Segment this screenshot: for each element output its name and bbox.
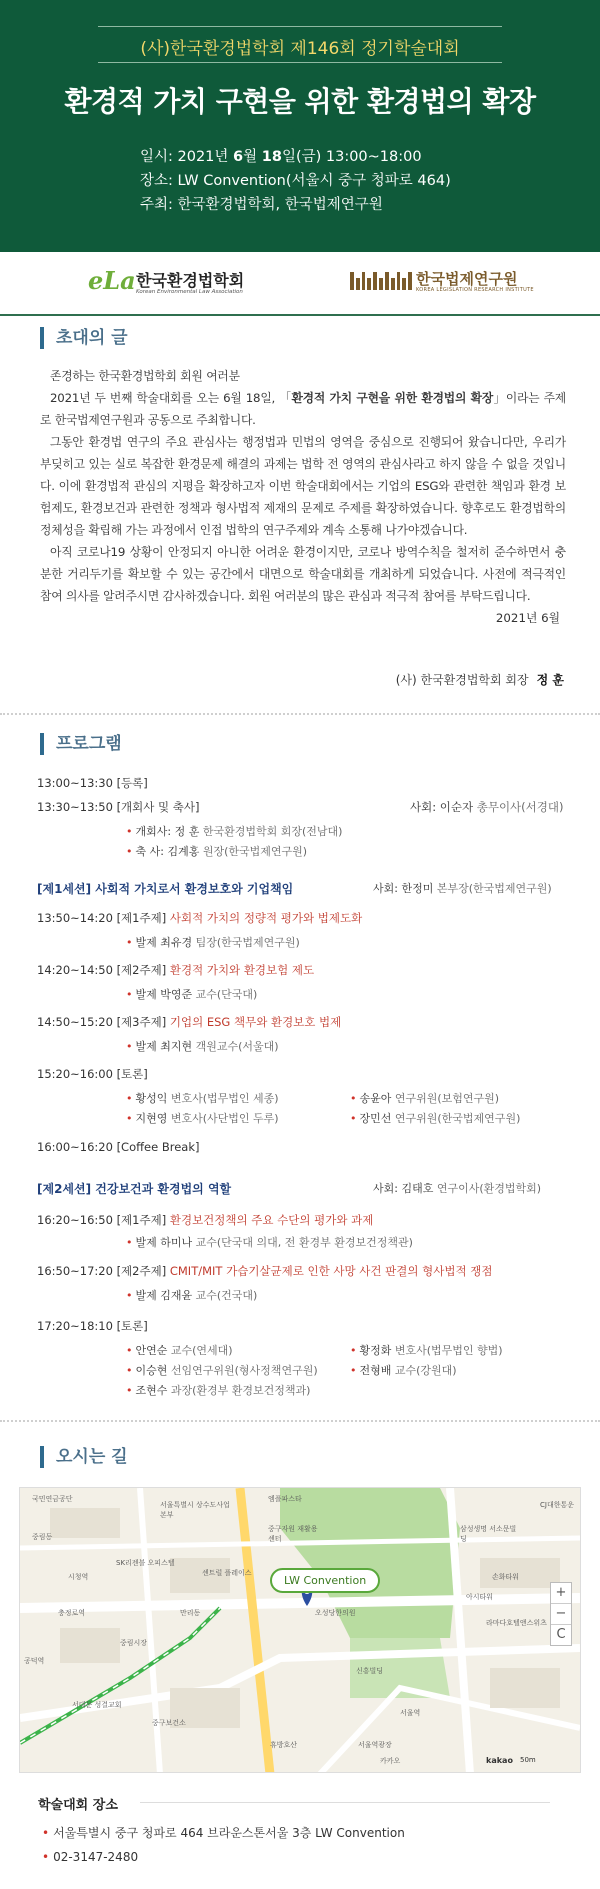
invitation-paragraph-2: 그동안 환경법 연구의 주요 관심사는 행정법과 민법의 영역을 중심으로 진행되어 왔습니다만, 우리가 부딪히고 있는 실로 복잡한 환경문제 해결의 과제는 법학 전 영역의 관심사라고 하지 않을 수 없을 것입니다. 이에 환경법적 관심의 지평을 확장하고자 이번 학술대회에서는 기업의 ESG와 관련한 책임과 환경 보험제도, 환경보건과 관련한 정책과 형사법적 제재의 문제로 주제를 확장하였습니다. 향후로도 환경법학의 정체성을 확립해 가는 과정에서 인접 법학의 연구주제와 계속 소통해 나가야겠습니다. <box>40 435 566 537</box>
venue-pin-label[interactable]: LW Convention <box>270 1568 380 1593</box>
session-1-topic-1: 13:50~14:20 [제1주제] 사회적 가치의 정량적 평가와 법제도화 <box>37 911 363 925</box>
logo-bar <box>0 252 600 314</box>
map-label: 휴방호산 <box>270 1741 298 1749</box>
logo-divider <box>0 314 600 316</box>
kela-logo-mark: eLa <box>88 266 136 295</box>
directions-heading: 오시는 길 <box>40 1446 128 1468</box>
map-label: 공덕역 <box>24 1657 45 1665</box>
venue-phone: • 02-3147-2480 <box>42 1850 139 1864</box>
map-label: 아시타워 <box>466 1593 494 1601</box>
session-1-topic-2: 14:20~14:50 [제2주제] 환경적 가치와 환경보험 제도 <box>37 963 315 977</box>
invitation-signature: (사) 한국환경법학회 회장 정 훈 <box>395 673 564 687</box>
header-mid-rule <box>98 62 502 63</box>
invitation-heading: 초대의 글 <box>40 327 128 349</box>
map-label: 손화타워 <box>492 1573 520 1581</box>
topic-5-presenter: • 발제 김재윤 교수(건국대) <box>126 1289 258 1302</box>
invitation-letter <box>40 365 566 629</box>
zoom-in-button[interactable]: + <box>551 1583 571 1604</box>
map-label: 만리동 <box>180 1609 201 1617</box>
opening-chair: 사회: 이순자 총무이사(서경대) <box>410 800 564 814</box>
map-label: 충정로역 <box>58 1609 86 1617</box>
program-registration: 13:00~13:30 [등록] <box>37 776 148 790</box>
map-label: 센트럴 플레이스 <box>202 1569 252 1577</box>
map-label: 중구보건소 <box>152 1719 186 1727</box>
event-host: 주최: 한국환경법학회, 한국법제연구원 <box>140 197 383 213</box>
coffee-break: 16:00~16:20 [Coffee Break] <box>37 1140 200 1154</box>
event-title: 환경적 가치 구현을 위한 환경법의 확장 <box>64 85 536 118</box>
session-2-discussion: 17:20~18:10 [토론] <box>37 1319 148 1333</box>
invitation-greeting: 존경하는 한국환경법학회 회원 여러분 <box>50 369 240 383</box>
opening-speaker: • 개회사: 정 훈 한국환경법학회 회장(전남대) <box>126 825 343 838</box>
topic-3-presenter: • 발제 최지현 객원교수(서울대) <box>126 1040 279 1053</box>
program-heading: 프로그램 <box>40 733 122 755</box>
venue-address: • 서울특별시 중구 청파로 464 브라운스톤서울 3층 LW Convention <box>42 1826 405 1840</box>
event-place: 장소: LW Convention(서울시 중구 청파로 464) <box>140 173 451 189</box>
map-zoom-controls <box>550 1582 572 1646</box>
venue-rule <box>140 1802 550 1803</box>
discussant: • 황성익 변호사(법무법인 세종) <box>126 1092 279 1105</box>
map-label: 엠플파스타 <box>268 1495 302 1503</box>
session-2-topic-1: 16:20~16:50 [제1주제] 환경보건정책의 주요 수단의 평가와 과제 <box>37 1213 374 1227</box>
discussant: • 지현영 변호사(사단법인 두루) <box>126 1112 279 1125</box>
discussant: • 이승현 선임연구위원(형사정책연구원) <box>126 1364 318 1377</box>
discussant: • 안연순 교수(연세대) <box>126 1344 233 1357</box>
section-separator <box>0 713 600 715</box>
congratulatory-speaker: • 축 사: 김계홍 원장(한국법제연구원) <box>126 845 308 858</box>
map-label: 시청역 <box>68 1573 89 1581</box>
map-label: 서대문 성결교회 <box>72 1701 122 1709</box>
map-label: 카카오 <box>380 1757 401 1765</box>
session-1-topic-3: 14:50~15:20 [제3주제] 기업의 ESG 책무와 환경보호 법제 <box>37 1015 342 1029</box>
map-label: 라마다호텔앤스위츠 <box>486 1619 547 1627</box>
discussant: • 송윤아 연구위원(보험연구원) <box>350 1092 500 1105</box>
map-label: 서울역광장 <box>358 1741 392 1749</box>
event-date: 일시: 2021년 6월 18일(금) 13:00~18:00 <box>140 149 422 165</box>
klri-logo-name: 한국법제연구원 <box>416 270 518 288</box>
topic-4-presenter: • 발제 하미나 교수(단국대 의대, 전 환경부 환경보건정책관) <box>126 1236 413 1249</box>
map-label: 국민연금공단 <box>32 1495 73 1503</box>
event-subtitle: (사)한국환경법학회 제146회 정기학술대회 <box>140 39 460 59</box>
header-top-rule <box>98 26 502 27</box>
venue-title: 학술대회 장소 <box>38 1798 118 1813</box>
map-label: 중림동 <box>32 1533 53 1541</box>
map-label: SK리젠블 오피스텔 <box>116 1559 175 1567</box>
map-label: 신흥빌딩 <box>356 1667 384 1675</box>
kakao-logo: kakao <box>486 1756 513 1765</box>
klri-logo-eng: KOREA LEGISLATION RESEARCH INSTITUTE <box>416 287 534 293</box>
map-label: 중림시장 <box>120 1639 148 1647</box>
event-header <box>0 0 600 252</box>
map-label: 중구자원 재활용센터 <box>268 1525 318 1543</box>
map-label: CJ대한통운 <box>540 1501 575 1509</box>
invitation-paragraph-3: 아직 코로나19 상황이 안정되지 아니한 어려운 환경이지만, 코로나 방역수칙을 철저히 준수하면서 충분한 거리두기를 확보할 수 있는 공간에서 대면으로 학술대회를 개최하게 되었습니다. 사전에 적극적인 참여 의사를 알려주시면 감사하겠습니다. 회원 여러분의 많은 관심과 적극적 참여를 부탁드립니다. <box>40 545 566 603</box>
map-label: 서울특별시 상수도사업본부 <box>160 1501 230 1519</box>
session-2-title: [제2세션] 건강보건과 환경법의 역할 <box>37 1182 232 1196</box>
session-2-topic-2: 16:50~17:20 [제2주제] CMIT/MIT 가습기살균제로 인한 사망 사건 판결의 형사법적 쟁점 <box>37 1264 493 1278</box>
invitation-date: 2021년 6월 <box>495 611 560 625</box>
zoom-out-button[interactable]: − <box>551 1604 571 1625</box>
location-map[interactable] <box>19 1487 581 1773</box>
topic-1-presenter: • 발제 최유경 팀장(한국법제연구원) <box>126 936 300 949</box>
invitation-paragraph-1: 2021년 두 번째 학술대회를 오는 6월 18일, 「환경적 가치 구현을 위한 환경법의 확장」이라는 주제로 한국법제연구원과 공동으로 주최합니다. <box>40 391 566 427</box>
kela-logo-name: 한국환경법학회 <box>136 271 245 290</box>
section-separator <box>0 1420 600 1422</box>
session-1-discussion: 15:20~16:00 [토론] <box>37 1067 148 1081</box>
map-label: 서울역 <box>400 1709 421 1717</box>
discussant: • 장민선 연구위원(한국법제연구원) <box>350 1112 521 1125</box>
session-2-chair: 사회: 김태호 연구이사(환경법학회) <box>373 1182 542 1195</box>
kela-logo-eng: Korean Environmental Law Association <box>136 289 243 295</box>
session-1-chair: 사회: 한정미 본부장(한국법제연구원) <box>373 882 552 895</box>
topic-2-presenter: • 발제 박영준 교수(단국대) <box>126 988 258 1001</box>
map-label: 삼성생명 서소문빌딩 <box>460 1525 517 1543</box>
event-info <box>140 145 451 217</box>
session-1-title: [제1세션] 사회적 가치로서 환경보호와 기업책임 <box>37 882 294 896</box>
discussant: • 황정화 변호사(법무법인 향법) <box>350 1344 503 1357</box>
map-label: 오성당한의원 <box>315 1609 356 1617</box>
refresh-button[interactable]: C <box>556 1627 566 1642</box>
program-opening: 13:30~13:50 [개회사 및 축사] 사회: 이순자 총무이사(서경대) <box>37 800 564 814</box>
map-scale: 50m <box>520 1756 536 1764</box>
discussant: • 전형배 교수(강원대) <box>350 1364 457 1377</box>
discussant: • 조현수 과장(환경부 환경보건정책과) <box>126 1384 311 1397</box>
klri-logo-bars <box>350 272 412 290</box>
